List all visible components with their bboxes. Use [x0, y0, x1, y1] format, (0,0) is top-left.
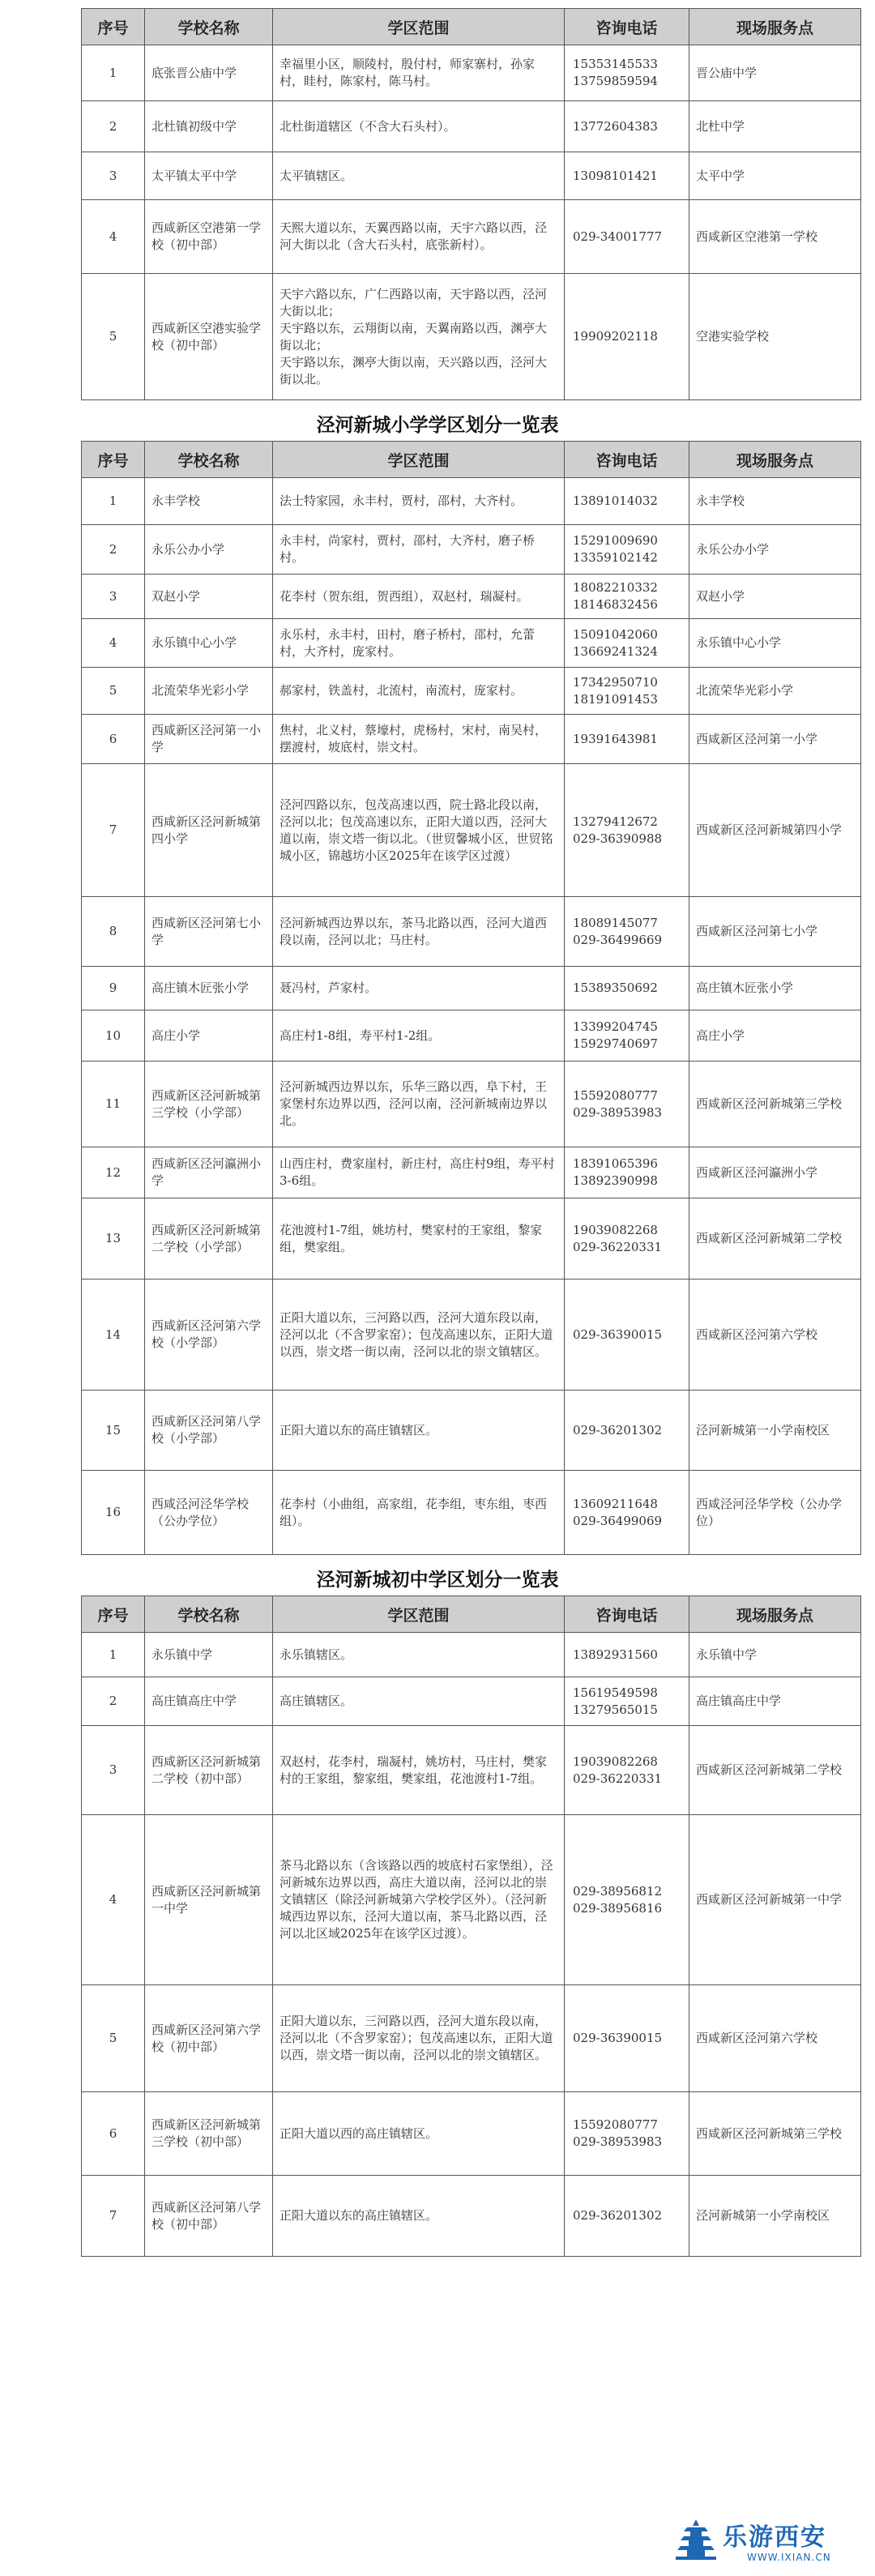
service-site-cell: 西咸新区泾河新城第二学校 [689, 1726, 861, 1815]
school-name-cell: 西咸新区泾河第八学校（初中部） [145, 2176, 273, 2257]
district-range-cell: 正阳大道以东的高庄镇辖区。 [273, 2176, 565, 2257]
service-site-cell: 西咸新区泾河新城第三学校 [689, 2092, 861, 2176]
phone-cell: 13399204745 15929740697 [565, 1010, 689, 1062]
header-site: 现场服务点 [689, 9, 861, 45]
district-range-cell: 高庄镇辖区。 [273, 1677, 565, 1726]
school-name-cell: 太平镇太平中学 [145, 152, 273, 200]
watermark-brand: 乐游西安 [723, 2523, 826, 2552]
school-name-cell: 北杜镇初级中学 [145, 101, 273, 152]
table-row [82, 2092, 861, 2176]
table-header-row [82, 1596, 861, 1633]
district-range-cell: 永乐村，永丰村，田村，磨子桥村，邵村，允蕾村，大齐村，庞家村。 [273, 619, 565, 668]
phone-cell: 13609211648 029-36499069 [565, 1471, 689, 1555]
phone-cell: 18082210332 18146832456 [565, 575, 689, 619]
district-range-cell: 郝家村，铁盖村，北流村，南流村，庞家村。 [273, 668, 565, 715]
district-range-cell: 幸福里小区，顺陵村，殷付村，师家寨村，孙家村，眭村，陈家村，陈马村。 [273, 45, 565, 101]
school-name-cell: 西咸新区泾河瀛洲小学 [145, 1147, 273, 1198]
row-number-cell: 1 [82, 1633, 145, 1677]
header-no: 序号 [82, 1596, 145, 1633]
service-site-cell: 双赵小学 [689, 575, 861, 619]
school-name-cell: 西咸新区空港实验学校（初中部） [145, 274, 273, 400]
service-site-cell: 北流荣华光彩小学 [689, 668, 861, 715]
table-header-row [82, 442, 861, 478]
phone-cell: 19039082268 029-36220331 [565, 1198, 689, 1279]
phone-cell: 029-34001777 [565, 200, 689, 274]
table-row [82, 45, 861, 101]
table-row [82, 478, 861, 525]
district-range-cell: 焦村，北义村，蔡壕村，虎杨村，宋村，南吴村，摆渡村，坡底村，崇文村。 [273, 715, 565, 764]
table-row [82, 1010, 861, 1062]
service-site-cell: 太平中学 [689, 152, 861, 200]
phone-cell: 029-36201302 [565, 2176, 689, 2257]
phone-cell: 15592080777 029-38953983 [565, 1062, 689, 1147]
table-row [82, 1471, 861, 1555]
school-name-cell: 永乐镇中心小学 [145, 619, 273, 668]
district-range-cell: 花池渡村1-7组，姚坊村，樊家村的王家组，黎家组，樊家组。 [273, 1198, 565, 1279]
phone-cell: 13892931560 [565, 1633, 689, 1677]
school-name-cell: 西咸新区泾河新城第一中学 [145, 1815, 273, 1985]
header-zone: 学区范围 [273, 1596, 565, 1633]
phone-cell: 13891014032 [565, 478, 689, 525]
district-range-cell: 法士特家园，永丰村，贾村，邵村，大齐村。 [273, 478, 565, 525]
phone-cell: 15353145533 13759859594 [565, 45, 689, 101]
service-site-cell: 永乐镇中学 [689, 1633, 861, 1677]
table-row [82, 619, 861, 668]
row-number-cell: 5 [82, 274, 145, 400]
service-site-cell: 西咸新区泾河第六学校 [689, 1279, 861, 1391]
header-zone: 学区范围 [273, 9, 565, 45]
service-site-cell: 晋公庙中学 [689, 45, 861, 101]
phone-cell: 13279412672 029-36390988 [565, 764, 689, 897]
district-range-cell: 花李村（小曲组，高家组，花李组，枣东组，枣西组）。 [273, 1471, 565, 1555]
service-site-cell: 西咸泾河泾华学校（公办学位） [689, 1471, 861, 1555]
district-range-cell: 泾河新城西边界以东，乐华三路以西，阜下村，王家堡村东边界以西，泾河以南，泾河新城南边界以北。 [273, 1062, 565, 1147]
table-row [82, 1279, 861, 1391]
phone-cell: 029-36390015 [565, 1985, 689, 2092]
district-range-cell: 正阳大道以东，三河路以西，泾河大道东段以南，泾河以北（不含罗家窑）；包茂高速以东，正阳大道以西，崇文塔一街以南，泾河以北的崇文镇辖区。 [273, 1985, 565, 2092]
service-site-cell: 高庄镇木匠张小学 [689, 967, 861, 1010]
table-row [82, 1198, 861, 1279]
table-row [82, 2176, 861, 2257]
district-range-cell: 山西庄村，费家崖村，新庄村，高庄村9组，寿平村3-6组。 [273, 1147, 565, 1198]
school-name-cell: 高庄镇高庄中学 [145, 1677, 273, 1726]
phone-cell: 15592080777 029-38953983 [565, 2092, 689, 2176]
table-middle-school-continued [81, 8, 861, 400]
row-number-cell: 5 [82, 1985, 145, 2092]
row-number-cell: 6 [82, 2092, 145, 2176]
row-number-cell: 2 [82, 101, 145, 152]
district-range-cell: 正阳大道以东，三河路以西，泾河大道东段以南，泾河以北（不含罗家窑）；包茂高速以东，正阳大道以西，崇文塔一街以南，泾河以北的崇文镇辖区。 [273, 1279, 565, 1391]
service-site-cell: 西咸新区泾河第六学校 [689, 1985, 861, 2092]
service-site-cell: 西咸新区泾河新城第二学校 [689, 1198, 861, 1279]
phone-cell: 17342950710 18191091453 [565, 668, 689, 715]
school-name-cell: 西咸新区泾河第一小学 [145, 715, 273, 764]
school-name-cell: 西咸新区空港第一学校（初中部） [145, 200, 273, 274]
phone-cell: 19391643981 [565, 715, 689, 764]
table-row [82, 967, 861, 1010]
header-school: 学校名称 [145, 9, 273, 45]
row-number-cell: 8 [82, 897, 145, 967]
row-number-cell: 6 [82, 715, 145, 764]
phone-cell: 19909202118 [565, 274, 689, 400]
phone-cell: 029-36201302 [565, 1391, 689, 1471]
district-range-cell: 正阳大道以东的高庄镇辖区。 [273, 1391, 565, 1471]
watermark-url: WWW.IXIAN.CN [747, 2552, 831, 2563]
header-school: 学校名称 [145, 442, 273, 478]
school-name-cell: 西咸新区泾河第八学校（小学部） [145, 1391, 273, 1471]
phone-cell: 13772604383 [565, 101, 689, 152]
table-row [82, 1062, 861, 1147]
row-number-cell: 14 [82, 1279, 145, 1391]
table-row [82, 1985, 861, 2092]
service-site-cell: 西咸新区空港第一学校 [689, 200, 861, 274]
phone-cell: 15619549598 13279565015 [565, 1677, 689, 1726]
district-range-cell: 双赵村，花李村，瑞凝村，姚坊村，马庄村，樊家村的王家组，黎家组，樊家组，花池渡村1-7组。 [273, 1726, 565, 1815]
school-name-cell: 永乐镇中学 [145, 1633, 273, 1677]
phone-cell: 15389350692 [565, 967, 689, 1010]
school-name-cell: 高庄小学 [145, 1010, 273, 1062]
row-number-cell: 15 [82, 1391, 145, 1471]
school-name-cell: 永丰学校 [145, 478, 273, 525]
row-number-cell: 5 [82, 668, 145, 715]
table-row [82, 1677, 861, 1726]
table-row [82, 764, 861, 897]
school-name-cell: 西咸新区泾河新城第三学校（小学部） [145, 1062, 273, 1147]
watermark-logo [672, 2514, 859, 2563]
district-range-cell: 北杜街道辖区（不含大石头村）。 [273, 101, 565, 152]
service-site-cell: 永乐公办小学 [689, 525, 861, 575]
header-no: 序号 [82, 9, 145, 45]
header-site: 现场服务点 [689, 442, 861, 478]
school-name-cell: 底张晋公庙中学 [145, 45, 273, 101]
district-range-cell: 永丰村，尚家村，贾村，邵村，大齐村，磨子桥村。 [273, 525, 565, 575]
row-number-cell: 7 [82, 2176, 145, 2257]
district-range-cell: 花李村（贺东组，贺西组），双赵村，瑞凝村。 [273, 575, 565, 619]
header-zone: 学区范围 [273, 442, 565, 478]
table-row [82, 715, 861, 764]
district-range-cell: 泾河新城西边界以东，茶马北路以西，泾河大道西段以南，泾河以北；马庄村。 [273, 897, 565, 967]
service-site-cell: 永丰学校 [689, 478, 861, 525]
table-row [82, 897, 861, 967]
school-name-cell: 西咸新区泾河新城第三学校（初中部） [145, 2092, 273, 2176]
district-range-cell: 永乐镇辖区。 [273, 1633, 565, 1677]
phone-cell: 19039082268 029-36220331 [565, 1726, 689, 1815]
school-name-cell: 永乐公办小学 [145, 525, 273, 575]
service-site-cell: 泾河新城第一小学南校区 [689, 1391, 861, 1471]
district-range-cell: 泾河四路以东，包茂高速以西，院士路北段以南，泾河以北；包茂高速以东，正阳大道以西，泾河大道以南，崇文塔一街以北。（世贸馨城小区，世贸铭城小区，锦越坊小区2025年在该学区过渡） [273, 764, 565, 897]
phone-cell: 029-36390015 [565, 1279, 689, 1391]
row-number-cell: 3 [82, 575, 145, 619]
header-phone: 咨询电话 [565, 1596, 689, 1633]
school-name-cell: 西咸泾河泾华学校（公办学位） [145, 1471, 273, 1555]
service-site-cell: 泾河新城第一小学南校区 [689, 2176, 861, 2257]
service-site-cell: 西咸新区泾河新城第三学校 [689, 1062, 861, 1147]
service-site-cell: 西咸新区泾河第一小学 [689, 715, 861, 764]
service-site-cell: 空港实验学校 [689, 274, 861, 400]
district-range-cell: 聂冯村，芦家村。 [273, 967, 565, 1010]
row-number-cell: 11 [82, 1062, 145, 1147]
district-range-cell: 高庄村1-8组，寿平村1-2组。 [273, 1010, 565, 1062]
phone-cell: 18391065396 13892390998 [565, 1147, 689, 1198]
row-number-cell: 12 [82, 1147, 145, 1198]
phone-cell: 13098101421 [565, 152, 689, 200]
row-number-cell: 13 [82, 1198, 145, 1279]
service-site-cell: 西咸新区泾河新城第四小学 [689, 764, 861, 897]
phone-cell: 18089145077 029-36499669 [565, 897, 689, 967]
service-site-cell: 西咸新区泾河第七小学 [689, 897, 861, 967]
row-number-cell: 3 [82, 1726, 145, 1815]
row-number-cell: 2 [82, 1677, 145, 1726]
district-range-cell: 茶马北路以东（含该路以西的坡底村石家堡组），泾河新城东边界以西，高庄大道以南，泾河以北的崇文镇辖区（除泾河新城第六学校学区外）。（泾河新城西边界以东，泾河大道以南，茶马北路以西，泾河以北区域2025年在该学区过渡）。 [273, 1815, 565, 1985]
row-number-cell: 10 [82, 1010, 145, 1062]
school-name-cell: 西咸新区泾河新城第四小学 [145, 764, 273, 897]
table-row [82, 668, 861, 715]
table-row [82, 525, 861, 575]
header-phone: 咨询电话 [565, 442, 689, 478]
table-primary-school [81, 441, 861, 1555]
primary-school-table-title: 泾河新城小学学区划分一览表 [316, 415, 559, 436]
pagoda-icon [672, 2516, 719, 2563]
district-range-cell: 太平镇辖区。 [273, 152, 565, 200]
service-site-cell: 西咸新区泾河新城第一中学 [689, 1815, 861, 1985]
service-site-cell: 高庄小学 [689, 1010, 861, 1062]
table-row [82, 575, 861, 619]
header-phone: 咨询电话 [565, 9, 689, 45]
row-number-cell: 4 [82, 1815, 145, 1985]
phone-cell: 15091042060 13669241324 [565, 619, 689, 668]
service-site-cell: 高庄镇高庄中学 [689, 1677, 861, 1726]
district-range-cell: 天熙大道以东，天翼西路以南，天宇六路以西，泾河大街以北（含大石头村，底张新村）。 [273, 200, 565, 274]
service-site-cell: 永乐镇中心小学 [689, 619, 861, 668]
table-row [82, 1633, 861, 1677]
table-header-row [82, 9, 861, 45]
school-name-cell: 西咸新区泾河新城第二学校（小学部） [145, 1198, 273, 1279]
table-row [82, 1391, 861, 1471]
school-name-cell: 西咸新区泾河新城第二学校（初中部） [145, 1726, 273, 1815]
school-name-cell: 西咸新区泾河第七小学 [145, 897, 273, 967]
table-middle-school [81, 1596, 861, 2257]
row-number-cell: 1 [82, 478, 145, 525]
school-name-cell: 双赵小学 [145, 575, 273, 619]
middle-school-table-title: 泾河新城初中学区划分一览表 [316, 1570, 559, 1591]
table-row [82, 1726, 861, 1815]
school-name-cell: 西咸新区泾河第六学校（小学部） [145, 1279, 273, 1391]
phone-cell: 15291009690 13359102142 [565, 525, 689, 575]
table-row [82, 152, 861, 200]
row-number-cell: 1 [82, 45, 145, 101]
service-site-cell: 西咸新区泾河瀛洲小学 [689, 1147, 861, 1198]
table-row [82, 1815, 861, 1985]
table-row [82, 200, 861, 274]
row-number-cell: 16 [82, 1471, 145, 1555]
row-number-cell: 2 [82, 525, 145, 575]
row-number-cell: 3 [82, 152, 145, 200]
table-row [82, 274, 861, 400]
school-name-cell: 高庄镇木匠张小学 [145, 967, 273, 1010]
header-school: 学校名称 [145, 1596, 273, 1633]
district-range-cell: 天宇六路以东，广仁西路以南，天宇路以西，泾河大街以北； 天宇路以东，云翔街以南，天翼南路以西，渊亭大街以北； 天宇路以东，渊亭大街以南，天兴路以西，泾河大街以北。 [273, 274, 565, 400]
row-number-cell: 7 [82, 764, 145, 897]
service-site-cell: 北杜中学 [689, 101, 861, 152]
school-name-cell: 西咸新区泾河第六学校（初中部） [145, 1985, 273, 2092]
row-number-cell: 4 [82, 200, 145, 274]
phone-cell: 029-38956812 029-38956816 [565, 1815, 689, 1985]
row-number-cell: 9 [82, 967, 145, 1010]
district-range-cell: 正阳大道以西的高庄镇辖区。 [273, 2092, 565, 2176]
table-row [82, 1147, 861, 1198]
header-no: 序号 [82, 442, 145, 478]
school-name-cell: 北流荣华光彩小学 [145, 668, 273, 715]
header-site: 现场服务点 [689, 1596, 861, 1633]
table-row [82, 101, 861, 152]
row-number-cell: 4 [82, 619, 145, 668]
